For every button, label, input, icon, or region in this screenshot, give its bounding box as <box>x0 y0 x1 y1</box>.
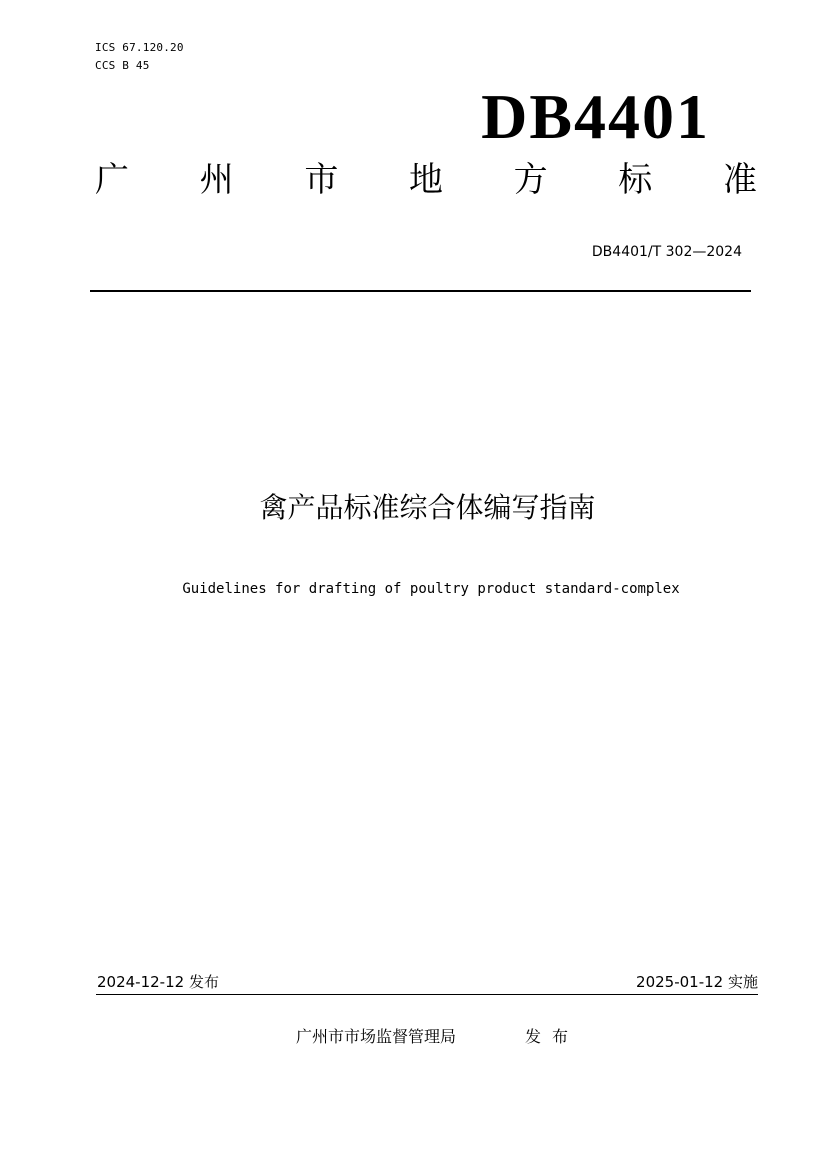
issue-label: 发布 <box>525 1027 580 1046</box>
banner-char: 方 <box>513 160 548 200</box>
top-divider <box>90 290 751 292</box>
banner-char: 广 <box>95 160 129 200</box>
ccs-code: CCS B 45 <box>95 59 150 72</box>
banner-char: 地 <box>408 160 443 200</box>
local-standard-banner <box>92 157 760 203</box>
bottom-divider <box>96 994 758 995</box>
banner-char: 州 <box>199 160 234 200</box>
document-title-english: Guidelines for drafting of poultry product standard-complex <box>182 581 680 597</box>
banner-char: 标 <box>618 160 653 200</box>
standard-number: DB4401/T 302—2024 <box>591 244 742 260</box>
publish-date: 2024-12-12 发布 <box>97 973 219 991</box>
implementation-date: 2025-01-12 实施 <box>636 973 758 991</box>
banner-char: 市 <box>304 160 339 200</box>
banner-char: 准 <box>722 160 757 200</box>
ics-code: ICS 67.120.20 <box>95 41 184 54</box>
issuing-authority: 广州市市场监督管理局 <box>296 1027 457 1046</box>
document-title-chinese: 禽产品标准综合体编写指南 <box>259 491 596 524</box>
standard-code-heading: DB4401 <box>481 81 710 152</box>
